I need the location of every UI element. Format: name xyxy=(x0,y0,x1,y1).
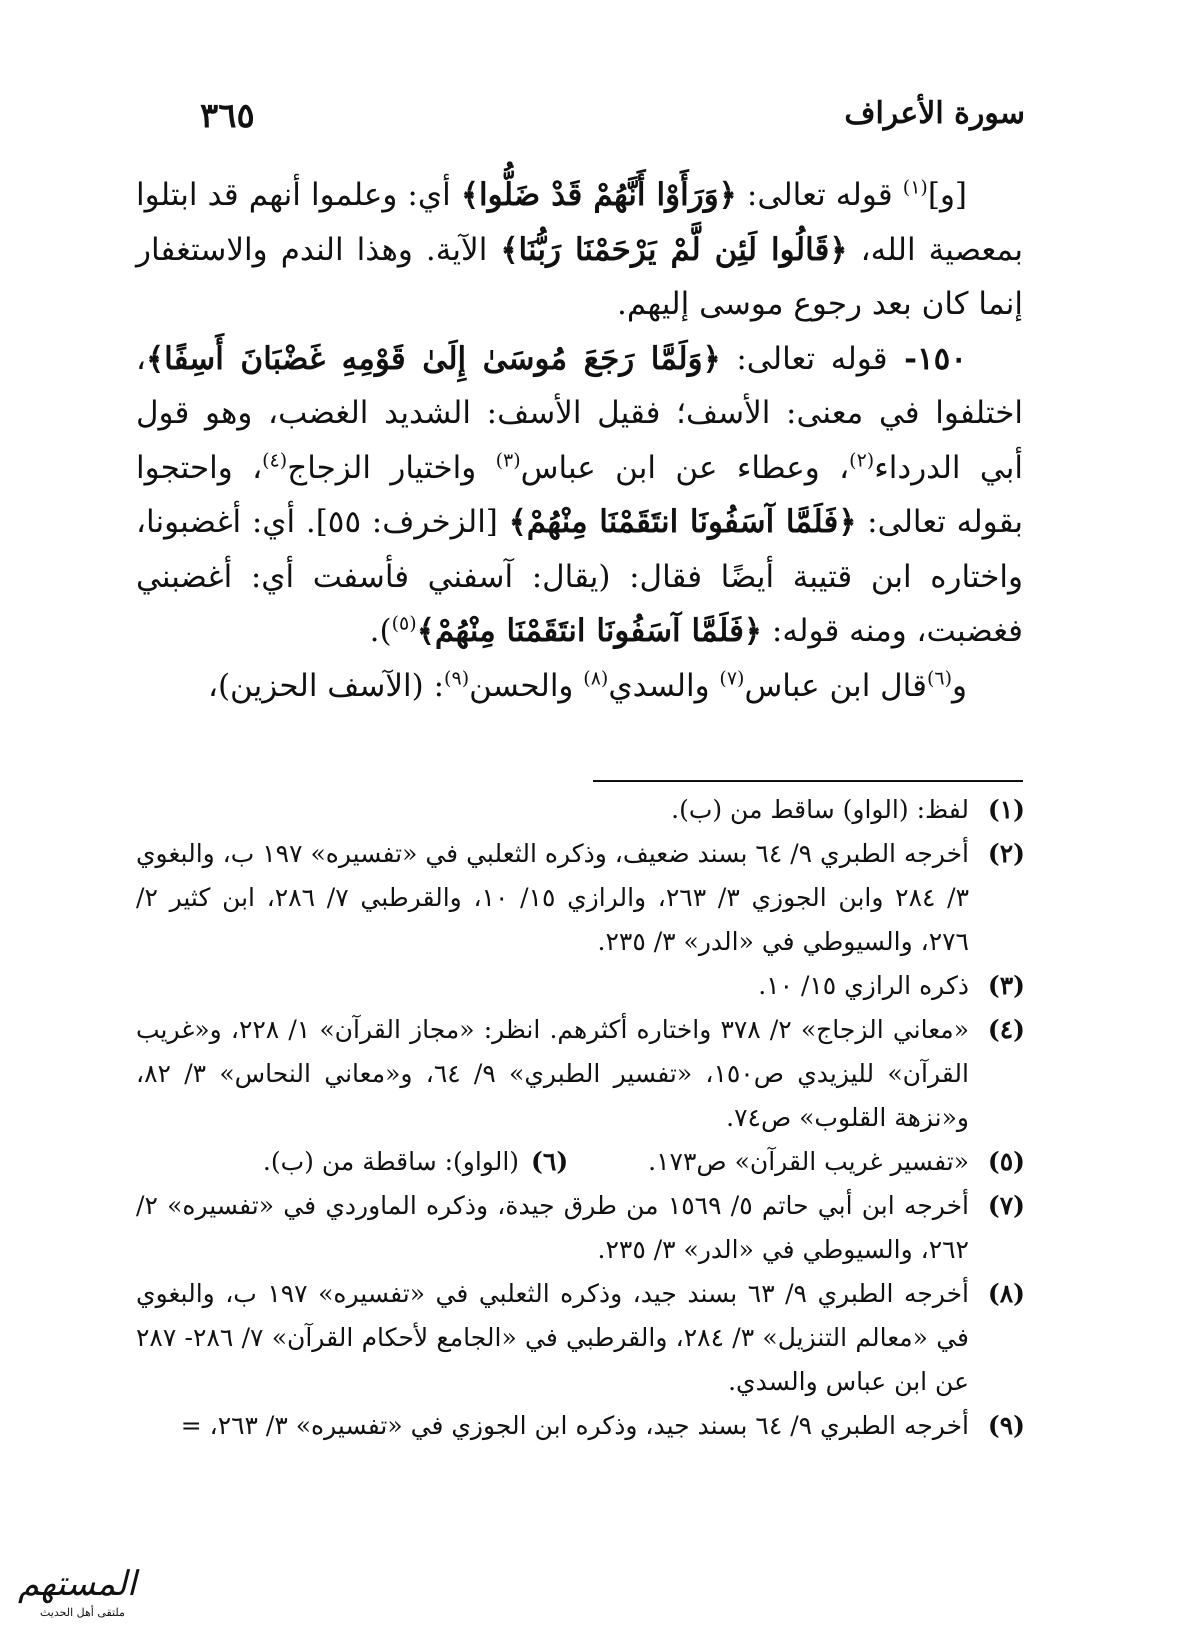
verse-number: ١٥٠- xyxy=(887,340,967,377)
footnote-text: (الواو): ساقطة من (ب). xyxy=(262,1147,520,1176)
text-span: و xyxy=(952,667,967,704)
text-span: ، اختلفوا في معنى: الأسف؛ فقيل الأسف: الشديد الغضب، وهو قول أبي الدرداء xyxy=(136,340,1023,486)
footnote-ref-5: (٥) xyxy=(391,612,417,635)
footnote-number: (٨) xyxy=(987,1279,1025,1308)
footnote-item xyxy=(136,1404,1025,1448)
surah-title: سورة الأعراف xyxy=(844,96,1025,131)
quran-quote: ﴿فَلَمَّا آسَفُونَا انتَقَمْنَا مِنْهُمْ﴾ xyxy=(416,613,763,649)
footnote-text: «تفسير غريب القرآن» ص١٧٣. xyxy=(648,1147,969,1176)
footnote-item xyxy=(136,788,1025,832)
footnote-item xyxy=(136,832,1025,964)
footnote-text: ذكره الرازي ١٥/ ١٠. xyxy=(758,971,969,1000)
watermark-logo xyxy=(10,1560,160,1630)
page-number: ٣٦٥ xyxy=(200,96,255,136)
footnote-ref-2: (٢) xyxy=(849,449,875,472)
footnote-item-pair xyxy=(136,1140,1025,1184)
footnote-item xyxy=(136,1008,1025,1140)
page-header xyxy=(200,96,1025,146)
text-span: ، واحتجوا بقوله تعالى: xyxy=(136,449,1024,540)
footnote-ref-7: (٧) xyxy=(719,667,745,690)
main-text xyxy=(136,168,1023,713)
quran-quote: ﴿وَلَمَّا رَجَعَ مُوسَىٰ إِلَىٰ قَوْمِهِ غَضْبَانَ أَسِفًا﴾ xyxy=(146,340,721,377)
logo-text: المستهم xyxy=(18,1564,137,1604)
spacer xyxy=(568,1140,648,1184)
footnote-ref-9: (٩) xyxy=(444,667,470,690)
text-span: والحسن xyxy=(469,667,584,704)
footnote-number: (٦) xyxy=(531,1147,569,1176)
quran-quote: ﴿قَالُوا لَئِن لَّمْ يَرْحَمْنَا رَبُّنَا﴾ xyxy=(500,231,848,268)
text-span: أي: وعلموا أنهم قد ابتلوا بمعصية الله، xyxy=(136,177,1023,268)
footnote-text: أخرجه الطبري ٩/ ٦٣ بسند جيد، وذكره الثعلبي في «تفسيره» ١٩٧ ب، والبغوي في «معالم التنزيل» ٣/ ٢٨٤، والقرطبي في «الجامع لأحكام القرآن» ٧/ ٢٨٦- ٢٨٧ عن ابن عباس والسدي. xyxy=(136,1279,970,1396)
paragraph-1 xyxy=(136,168,1023,332)
spacer xyxy=(519,1140,531,1184)
text-span: قال ابن عباس xyxy=(744,667,927,704)
footnote-item xyxy=(136,1272,1025,1404)
footnote-number: (٢) xyxy=(987,839,1025,868)
footnote-text: أخرجه ابن أبي حاتم ٥/ ١٥٦٩ من طرق جيدة، وذكره الماوردي في «تفسيره» ٢/ ٢٦٢، والسيوطي في «الدر» ٣/ ٢٣٥. xyxy=(136,1191,970,1264)
text-span: الآية. وهذا الندم والاستغفار إنما كان بعد رجوع موسى إليهم. xyxy=(136,231,1023,322)
text-span: [الزخرف: ٥٥]. أي: أغضبونا، واختاره ابن قتيبة أيضًا فقال: (يقال: آسفني فأسفت أي: أغضبني فغضبت، ومنه قوله: xyxy=(136,504,1023,649)
footnote-text: «معاني الزجاج» ٢/ ٣٧٨ واختاره أكثرهم. انظر: «مجاز القرآن» ١/ ٢٢٨، و«غريب القرآن» لليزيدي ص١٥٠، «تفسير الطبري» ٩/ ٦٤، و«معاني النحاس» ٣/ ٨٢، و«نزهة القلوب» ص٧٤. xyxy=(136,1015,969,1132)
bracket-waw: [و] xyxy=(927,177,968,213)
footnotes xyxy=(136,788,1025,1448)
footnote-pair-content xyxy=(136,1140,969,1184)
footnote-number: (٤) xyxy=(987,1015,1025,1044)
footnote-ref-8: (٨) xyxy=(583,667,609,690)
footnote-item xyxy=(136,964,1025,1008)
footnote-text: لفظ: (الواو) ساقط من (ب). xyxy=(671,795,969,824)
text-span: ، وعطاء عن ابن عباس xyxy=(520,449,850,486)
footnote-ref-1: (١) xyxy=(902,176,928,199)
quran-quote: ﴿وَرَأَوْا أَنَّهُمْ قَدْ ضَلُّوا﴾ xyxy=(460,177,737,213)
footnote-ref-6: (٦) xyxy=(926,667,953,690)
footnote-number: (٧) xyxy=(987,1191,1025,1220)
text-span: قوله تعالى: xyxy=(720,340,888,377)
footnote-text: أخرجه الطبري ٩/ ٦٤ بسند جيد، وذكره ابن الجوزي في «تفسيره» ٣/ ٢٦٣، = xyxy=(180,1411,969,1440)
footnote-ref-4: (٤) xyxy=(262,449,288,472)
footnote-ref-3: (٣) xyxy=(495,449,521,472)
footnote-text: أخرجه الطبري ٩/ ٦٤ بسند ضعيف، وذكره الثعلبي في «تفسيره» ١٩٧ ب، والبغوي ٣/ ٢٨٤ وابن الجوزي ٣/ ٢٦٣، والرازي ١٥/ ١٠، والقرطبي ٧/ ٢٨٦، ابن كثير ٢/ ٢٧٦، والسيوطي في «الدر» ٣/ ٢٣٥. xyxy=(135,839,970,956)
footnote-separator xyxy=(593,780,1023,782)
paragraph-2 xyxy=(136,332,1023,659)
footnote-number: (١) xyxy=(987,795,1025,824)
logo-subtext: ملتقى أهل الحديث xyxy=(40,1606,125,1619)
text-span: واختيار الزجاج xyxy=(287,449,496,486)
footnote-number: (٥) xyxy=(987,1147,1025,1176)
quran-quote: ﴿فَلَمَّا آسَفُونَا انتَقَمْنَا مِنْهُمْ﴾ xyxy=(508,504,857,540)
text-span: قوله تعالى: xyxy=(736,177,903,213)
paragraph-3 xyxy=(136,659,1023,714)
text-span: : (الآسف الحزين)، xyxy=(207,667,445,704)
footnote-number: (٩) xyxy=(987,1411,1025,1440)
footnote-item xyxy=(136,1184,1025,1272)
text-span: ). xyxy=(369,613,392,649)
text-span: والسدي xyxy=(608,667,720,704)
footnote-number: (٣) xyxy=(987,971,1025,1000)
